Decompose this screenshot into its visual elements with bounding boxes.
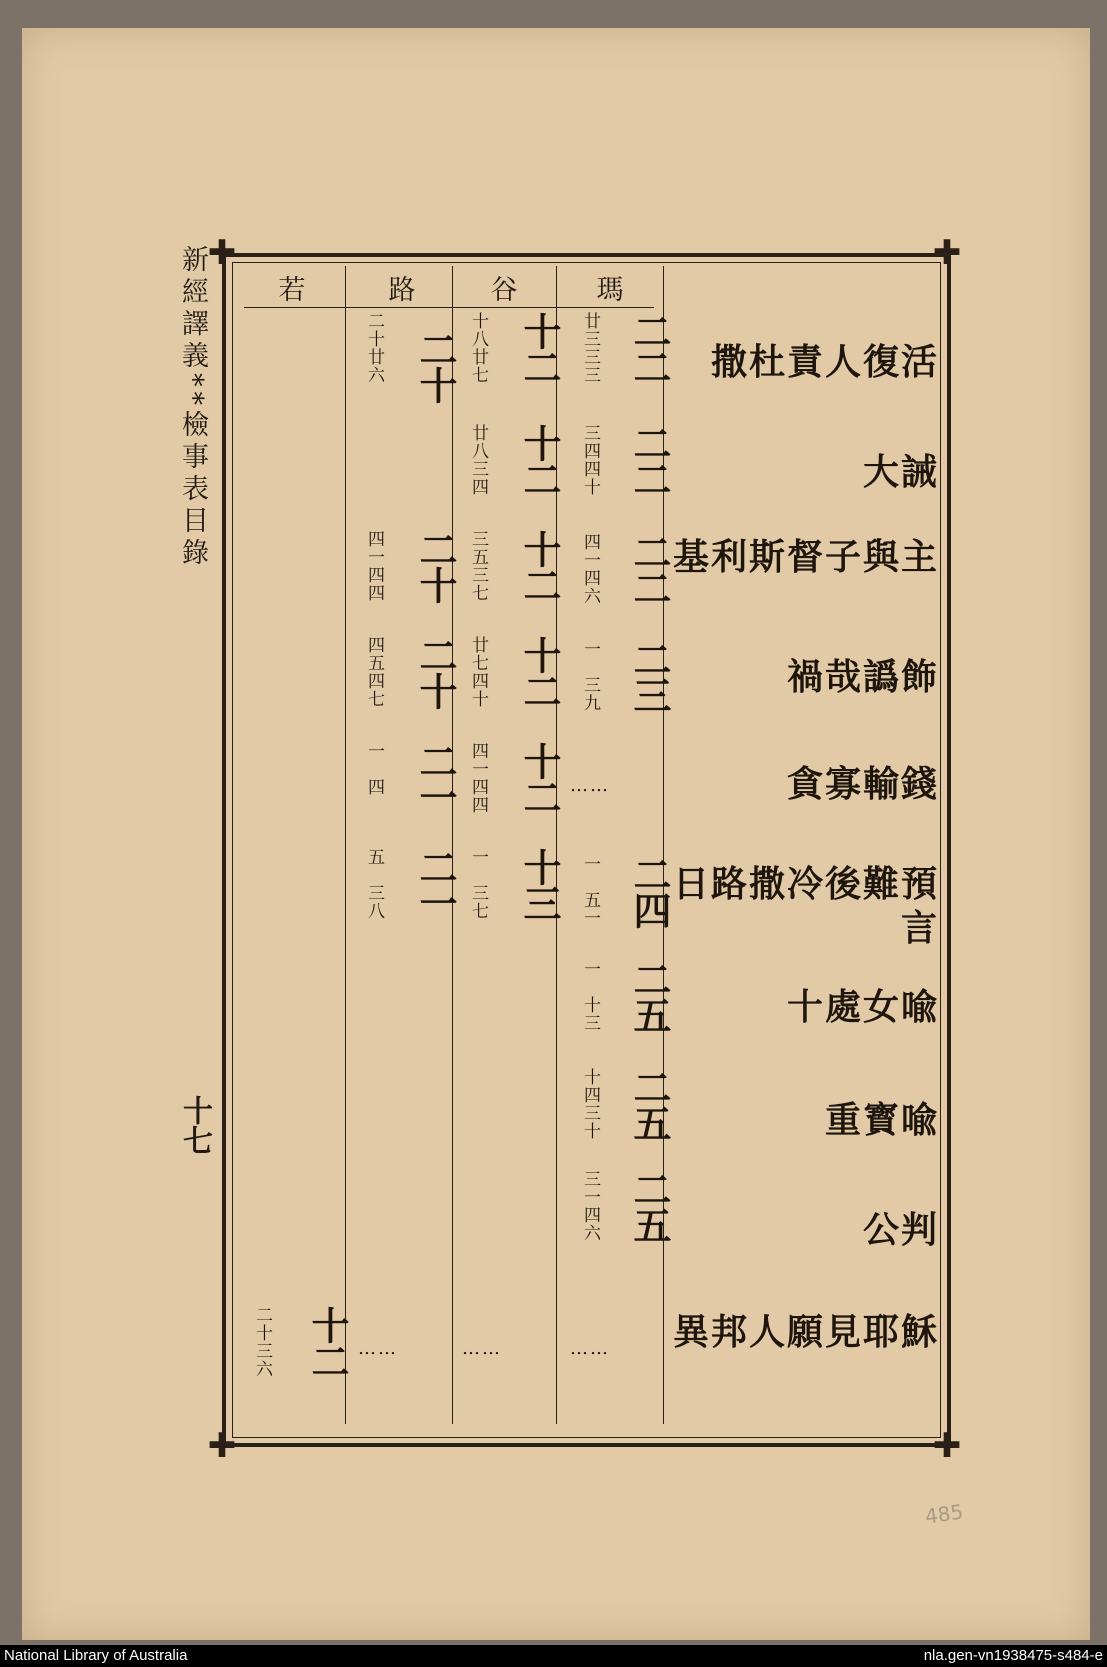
entry-title: 異邦人願見耶穌 bbox=[672, 1311, 939, 1353]
lu-verses: 四一四四 bbox=[364, 530, 384, 602]
lu-chapter: 二一 bbox=[413, 848, 458, 920]
entry-title: 大誡 bbox=[862, 451, 939, 493]
entry-title: 重寳喩 bbox=[824, 1099, 939, 1141]
header-rule bbox=[244, 307, 654, 308]
entry-title: 禍哉譌飾 bbox=[786, 656, 939, 698]
entry-title: 公判 bbox=[862, 1209, 939, 1251]
entry-title: 基利斯督子與主 bbox=[672, 536, 939, 578]
gu-verses: 廿七四十 bbox=[468, 636, 488, 708]
lu-chapter: 二一 bbox=[413, 742, 458, 814]
ma-verses: 一 五一 bbox=[580, 855, 600, 927]
ma-verses: 廿三三三 bbox=[580, 312, 600, 384]
ma-chapter: 二二 bbox=[627, 424, 672, 496]
gu-chapter: 十二 bbox=[517, 742, 562, 814]
footer-identifier: nla.gen-vn1938475-s484-e bbox=[923, 1647, 1103, 1664]
column-header-ma: 瑪 bbox=[596, 275, 624, 306]
cross-ornament-icon: ✚ bbox=[932, 1426, 962, 1466]
gu-chapter: 十三 bbox=[517, 848, 562, 920]
cross-ornament-icon: ✚ bbox=[207, 233, 237, 273]
ma-verses: 三一四六 bbox=[580, 1170, 600, 1242]
ruo-verses: 二十三六 bbox=[252, 1306, 272, 1378]
lu-verses: 四五四七 bbox=[364, 636, 384, 708]
lu-chapter: 二十 bbox=[413, 530, 458, 602]
ma-chapter: 二五 bbox=[627, 1068, 672, 1140]
column-divider bbox=[345, 266, 346, 1424]
ma-verses: 一 三九 bbox=[580, 640, 600, 712]
ma-verses: 一 十三 bbox=[580, 960, 600, 1032]
footer-bar bbox=[0, 1645, 1107, 1667]
footer-source: National Library of Australia bbox=[4, 1647, 188, 1664]
lu-verses: 五 三八 bbox=[364, 848, 384, 920]
gu-chapter: 十二 bbox=[517, 424, 562, 496]
ma-chapter: 二三 bbox=[627, 640, 672, 712]
gu-verses: 廿八三四 bbox=[468, 424, 488, 496]
column-header-ruo: 若 bbox=[278, 275, 306, 306]
ma-verses: 三四四十 bbox=[580, 424, 600, 496]
gu-verses: 四一四四 bbox=[468, 742, 488, 814]
ruo-chapter: 十二 bbox=[305, 1306, 350, 1378]
ma-chapter: 二二 bbox=[627, 312, 672, 384]
column-divider bbox=[452, 266, 453, 1424]
column-header-gu: 谷 bbox=[490, 275, 518, 306]
entry-title: 日路撒冷後難預言 bbox=[672, 863, 939, 949]
lu-chapter: 二十 bbox=[413, 636, 458, 708]
gu-chapter: 十二 bbox=[517, 636, 562, 708]
ma-chapter: 二五 bbox=[627, 960, 672, 1032]
lu-verses: 一 四 bbox=[364, 742, 384, 796]
ma-empty-dots: …… bbox=[570, 775, 610, 796]
gu-verses: 三五三七 bbox=[468, 530, 488, 602]
cross-ornament-icon: ✚ bbox=[207, 1426, 237, 1466]
entry-title: 撒杜責人復活 bbox=[710, 341, 939, 383]
running-title: 新經譯義**檢事表目錄 bbox=[177, 245, 208, 570]
ma-empty-dots: …… bbox=[570, 1338, 610, 1359]
gu-verses: 一 三七 bbox=[468, 848, 488, 920]
ma-chapter: 二四 bbox=[627, 855, 672, 927]
entry-title: 貪寡輸錢 bbox=[786, 763, 939, 805]
ma-chapter: 二五 bbox=[627, 1170, 672, 1242]
cross-ornament-icon: ✚ bbox=[932, 233, 962, 273]
gu-empty-dots: …… bbox=[462, 1338, 502, 1359]
gu-chapter: 十二 bbox=[517, 530, 562, 602]
ma-chapter: 二二 bbox=[627, 533, 672, 605]
lu-chapter: 二十 bbox=[413, 330, 458, 402]
page-number: 十七 bbox=[177, 1095, 212, 1155]
gu-verses: 十八廿七 bbox=[468, 312, 488, 384]
gu-chapter: 十二 bbox=[517, 312, 562, 384]
entry-title: 十處女喩 bbox=[786, 986, 939, 1028]
pencil-annotation: 485 bbox=[923, 1499, 965, 1529]
lu-empty-dots: …… bbox=[358, 1338, 398, 1359]
ma-verses: 十四三十 bbox=[580, 1068, 600, 1140]
lu-verses: 二十廿六 bbox=[364, 312, 384, 384]
column-header-lu: 路 bbox=[388, 275, 416, 306]
ma-verses: 四一四六 bbox=[580, 533, 600, 605]
